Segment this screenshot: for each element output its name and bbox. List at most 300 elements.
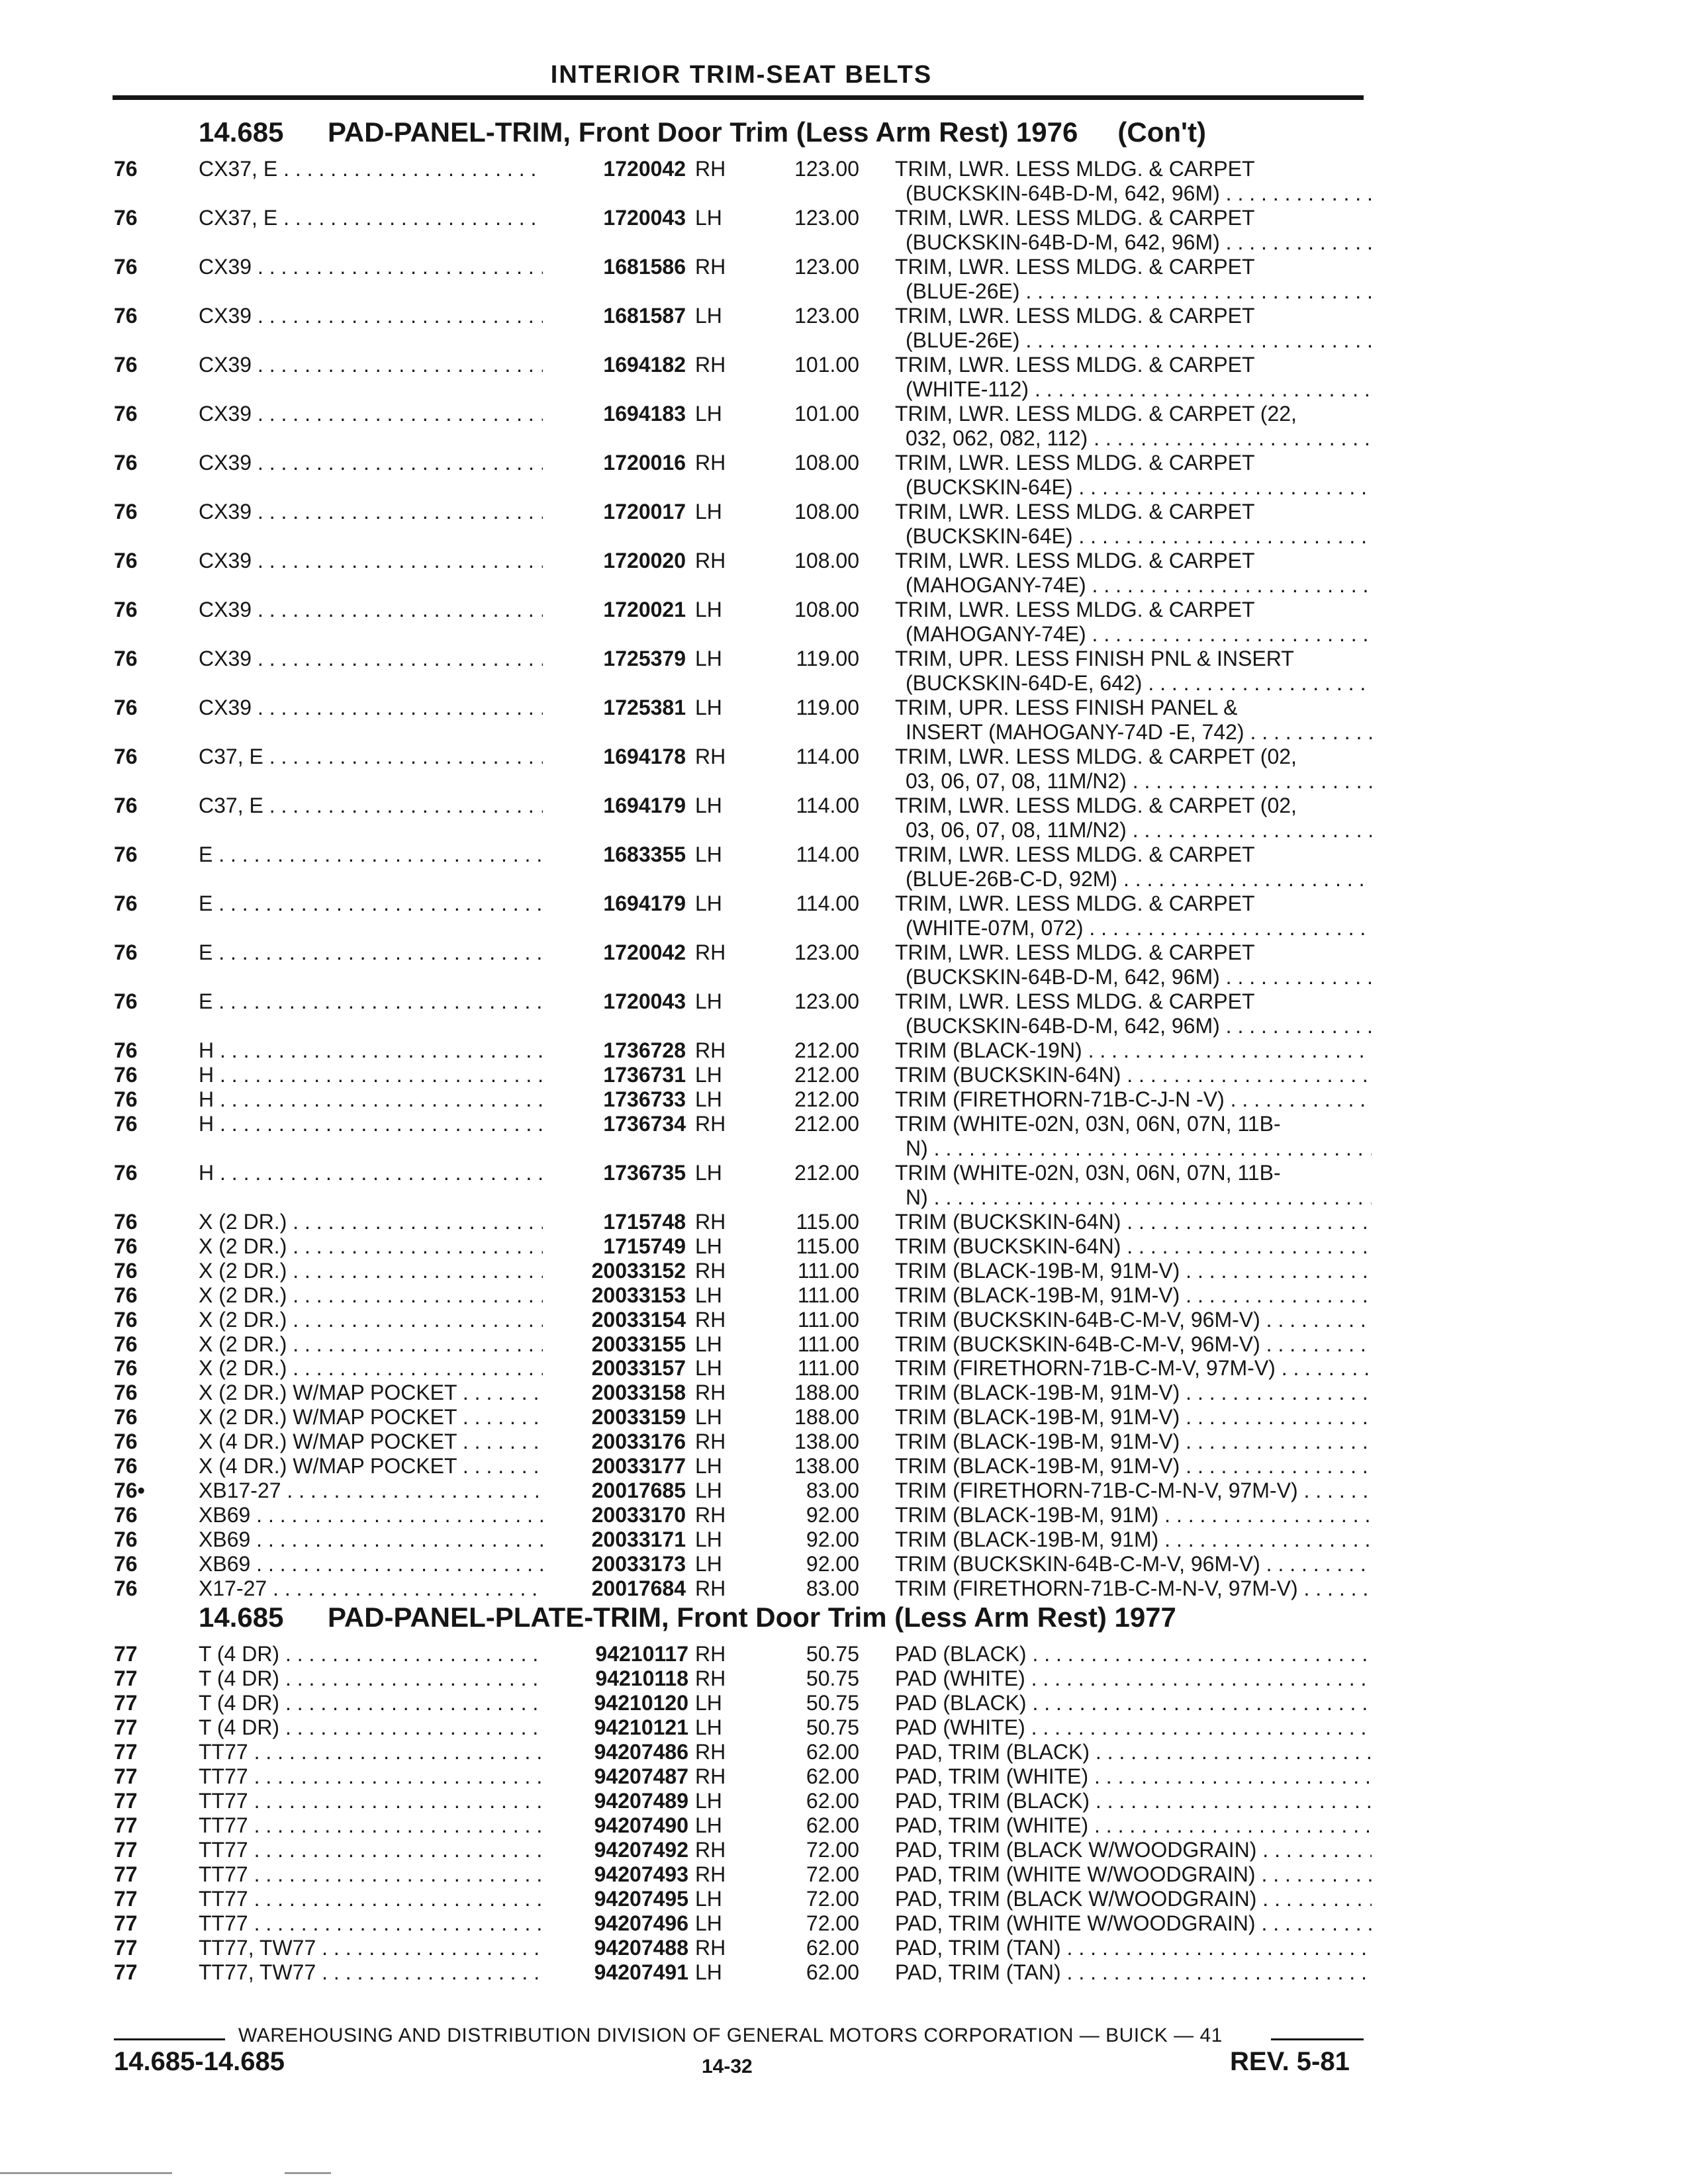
description-line: (BUCKSKIN-64B-D-M, 642, 96M) . . . [895, 965, 1372, 989]
description-line: TRIM (BLACK-19B-M, 91M) . . . [895, 1527, 1372, 1552]
price: 123.00 [794, 206, 859, 230]
part-description [895, 1691, 1372, 1715]
model-year: 76 [114, 206, 138, 230]
section-number: 14.685 [199, 1602, 284, 1633]
model-year: 76 [114, 598, 138, 621]
part-description [895, 745, 1372, 794]
scan-artifact [285, 2172, 331, 2174]
price: 114.00 [796, 842, 859, 866]
model-code: H . . . [199, 1112, 543, 1136]
description-line: TRIM (BLACK-19B-M, 91M-V) . . . [895, 1381, 1372, 1405]
side: RH [695, 1381, 726, 1405]
part-number: 94207493 [594, 1862, 688, 1886]
price: 212.00 [794, 1112, 859, 1136]
description-line: PAD, TRIM (TAN) . . . [895, 1960, 1372, 1985]
part-description [895, 549, 1372, 598]
description-line: TRIM (WHITE-02N, 03N, 06N, 07N, 11B- [895, 1161, 1281, 1185]
price: 62.00 [806, 1764, 859, 1788]
footer-division-text: WAREHOUSING AND DISTRIBUTION DIVISION OF GENERAL MOTORS CORPORATION — BUICK — 41 [238, 2025, 1223, 2046]
model-year: 77 [114, 1887, 138, 1911]
description-line: 03, 06, 07, 08, 11M/N2) . . . [895, 818, 1372, 842]
description-line: TRIM, LWR. LESS MLDG. & CARPET [895, 989, 1255, 1013]
description-line: TRIM (BLACK-19B-M, 91M-V) . . . [895, 1405, 1372, 1430]
description-line: TRIM, UPR. LESS FINISH PANEL & [895, 696, 1238, 719]
side: LH [695, 598, 722, 621]
description-line: TRIM (BLACK-19B-M, 91M-V) . . . [895, 1454, 1372, 1479]
model-code: CX39 . . . [199, 500, 543, 524]
part-description [895, 1283, 1372, 1308]
description-line: PAD (WHITE) . . . [895, 1715, 1372, 1740]
part-number: 1681587 [603, 304, 686, 328]
side: LH [695, 1691, 722, 1715]
side: RH [695, 1307, 726, 1332]
part-number: 1681586 [603, 255, 686, 279]
price: 83.00 [806, 1576, 859, 1600]
model-code: X (2 DR.) . . . [199, 1283, 543, 1308]
part-number: 20033153 [591, 1283, 686, 1307]
model-code: TT77 . . . [199, 1813, 543, 1838]
model-year: 77 [114, 1838, 138, 1862]
price: 212.00 [794, 1063, 859, 1087]
part-description [895, 1381, 1372, 1405]
price: 92.00 [806, 1551, 859, 1576]
price: 114.00 [796, 794, 859, 817]
price: 111.00 [797, 1332, 859, 1356]
side: LH [695, 891, 722, 915]
part-description [895, 353, 1372, 402]
part-number: 1725379 [603, 647, 686, 670]
model-year: 76 [114, 1258, 138, 1283]
model-code: X (2 DR.) W/MAP POCKET . . . [199, 1381, 543, 1405]
part-number: 20033170 [591, 1502, 686, 1527]
side: RH [695, 1576, 726, 1600]
model-code: C37, E . . . [199, 794, 543, 818]
part-description [895, 794, 1372, 842]
model-code: X (4 DR.) W/MAP POCKET . . . [199, 1430, 543, 1454]
model-year: 76 [114, 1502, 138, 1527]
description-line: 032, 062, 082, 112) . . . [895, 426, 1372, 451]
description-line: (MAHOGANY-74E) . . . [895, 573, 1372, 598]
price: 114.00 [796, 745, 859, 768]
part-description [895, 1210, 1372, 1234]
price: 115.00 [796, 1210, 859, 1234]
description-line: PAD (WHITE) . . . [895, 1666, 1372, 1691]
price: 62.00 [806, 1813, 859, 1837]
part-number: 1720017 [603, 500, 686, 523]
description-line: TRIM, LWR. LESS MLDG. & CARPET [895, 891, 1255, 915]
side: RH [695, 1038, 726, 1062]
description-line: PAD, TRIM (WHITE W/WOODGRAIN) . . . [895, 1911, 1372, 1936]
model-code: H . . . [199, 1038, 543, 1063]
description-line: (BLUE-26E) . . . [895, 328, 1372, 353]
side: LH [695, 304, 722, 328]
part-number: 20033157 [591, 1356, 686, 1381]
model-code: H . . . [199, 1063, 543, 1087]
model-code: CX39 . . . [199, 696, 543, 720]
model-year: 77 [114, 1936, 138, 1960]
part-description [895, 206, 1372, 255]
price: 108.00 [794, 451, 859, 475]
side: LH [695, 1161, 722, 1185]
model-year: 76 [114, 1283, 138, 1307]
model-code: TT77 . . . [199, 1862, 543, 1887]
price: 111.00 [797, 1283, 859, 1307]
part-description [895, 1308, 1372, 1332]
model-code: TT77 . . . [199, 1764, 543, 1789]
side: LH [695, 1911, 722, 1935]
footer-rule-left [114, 2038, 225, 2040]
part-number: 20033177 [591, 1454, 686, 1478]
side: RH [695, 940, 726, 964]
model-code: XB17-27 . . . [199, 1479, 543, 1503]
part-description [895, 1838, 1372, 1862]
price: 119.00 [796, 647, 859, 670]
part-number: 94207488 [594, 1936, 688, 1960]
description-line: TRIM, LWR. LESS MLDG. & CARPET [895, 304, 1255, 328]
price: 72.00 [806, 1838, 859, 1862]
price: 123.00 [794, 989, 859, 1013]
model-year: 76 [114, 940, 138, 964]
part-number: 1720042 [603, 940, 686, 964]
part-description [895, 1503, 1372, 1527]
description-line: PAD, TRIM (WHITE W/WOODGRAIN) . . . [895, 1862, 1372, 1887]
description-line: 03, 06, 07, 08, 11M/N2) . . . [895, 769, 1372, 794]
part-description [895, 940, 1372, 989]
side: LH [695, 1813, 722, 1837]
price: 212.00 [794, 1038, 859, 1062]
description-line: TRIM (BUCKSKIN-64B-C-M-V, 96M-V) . . . [895, 1332, 1372, 1357]
side: RH [695, 1666, 726, 1690]
section-number: 14.685 [199, 116, 284, 148]
part-description [895, 598, 1372, 647]
price: 72.00 [806, 1887, 859, 1911]
description-line: TRIM (BLACK-19B-M, 91M-V) . . . [895, 1259, 1372, 1283]
part-description [895, 1740, 1372, 1764]
description-line: (BLUE-26E) . . . [895, 279, 1372, 304]
description-line: TRIM, LWR. LESS MLDG. & CARPET [895, 353, 1255, 377]
part-number: 94210117 [595, 1642, 688, 1666]
part-number: 20033173 [591, 1551, 686, 1576]
description-line: TRIM (FIRETHORN-71B-C-M-N-V, 97M-V) . . . [895, 1479, 1372, 1503]
model-year: 76 [114, 1161, 138, 1185]
model-code: TT77, TW77 . . . [199, 1960, 543, 1985]
model-year: 76 [114, 1454, 138, 1478]
footer-rule-right [1271, 2038, 1364, 2040]
model-year: 76 [114, 842, 138, 866]
model-code: CX37, E . . . [199, 157, 543, 181]
model-year: 77 [114, 1789, 138, 1813]
model-year: 76 [114, 255, 138, 279]
description-line: (MAHOGANY-74E) . . . [895, 622, 1372, 647]
part-description [895, 1813, 1372, 1838]
model-code: TT77 . . . [199, 1789, 543, 1813]
part-number: 1720042 [603, 157, 686, 181]
part-number: 1725381 [603, 696, 686, 719]
model-code: CX39 . . . [199, 353, 543, 377]
part-description [895, 255, 1372, 304]
part-description [895, 1552, 1372, 1576]
part-number: 1736735 [603, 1161, 686, 1185]
description-line: TRIM (FIRETHORN-71B-C-J-N -V) . . . [895, 1087, 1372, 1112]
side: LH [695, 1551, 722, 1576]
part-number: 20033155 [591, 1332, 686, 1356]
description-line: TRIM, LWR. LESS MLDG. & CARPET [895, 500, 1255, 523]
price: 62.00 [806, 1936, 859, 1960]
part-number: 94207492 [594, 1838, 688, 1862]
part-description [895, 1666, 1372, 1691]
section-title [328, 116, 1206, 148]
model-year: 76 [114, 1234, 138, 1258]
price: 50.75 [806, 1666, 859, 1690]
model-year: 76 [114, 647, 138, 670]
footer-revision: REV. 5-81 [1230, 2047, 1350, 2076]
part-number: 1720020 [603, 549, 686, 572]
side: LH [695, 1789, 722, 1813]
scan-artifact [0, 2172, 172, 2174]
side: RH [695, 1764, 726, 1788]
side: LH [695, 402, 722, 426]
side: LH [695, 1527, 722, 1551]
description-line: PAD (BLACK) . . . [895, 1642, 1372, 1666]
side: LH [695, 1478, 722, 1502]
model-code: H . . . [199, 1087, 543, 1112]
footer-section-range: 14.685-14.685 [114, 2047, 285, 2076]
part-number: 1715749 [603, 1234, 686, 1258]
side: LH [695, 1356, 722, 1381]
part-description [895, 1332, 1372, 1357]
model-year: 76 [114, 402, 138, 426]
part-number: 94210121 [594, 1715, 688, 1739]
model-code: XB69 . . . [199, 1503, 543, 1527]
model-code: XB69 . . . [199, 1527, 543, 1552]
model-code: CX39 . . . [199, 647, 543, 671]
price: 212.00 [794, 1161, 859, 1185]
model-code: T (4 DR) . . . [199, 1715, 543, 1740]
description-line: TRIM (BUCKSKIN-64B-C-M-V, 96M-V) . . . [895, 1308, 1372, 1332]
model-year: 76• [114, 1478, 145, 1502]
price: 123.00 [794, 940, 859, 964]
footer-page-number: 14-32 [702, 2056, 753, 2077]
description-line: (WHITE-112) . . . [895, 377, 1372, 402]
description-line: TRIM (BUCKSKIN-64N) . . . [895, 1210, 1372, 1234]
model-year: 76 [114, 1405, 138, 1430]
price: 138.00 [794, 1454, 859, 1478]
part-description [895, 1405, 1372, 1430]
description-line: (BUCKSKIN-64B-D-M, 642, 96M) . . . [895, 230, 1372, 255]
model-code: T (4 DR) . . . [199, 1691, 543, 1715]
description-line: TRIM (BUCKSKIN-64B-C-M-V, 96M-V) . . . [895, 1552, 1372, 1576]
side: LH [695, 1283, 722, 1307]
model-year: 76 [114, 304, 138, 328]
side: LH [695, 1887, 722, 1911]
price: 72.00 [806, 1862, 859, 1886]
price: 50.75 [806, 1642, 859, 1666]
model-code: CX37, E . . . [199, 206, 543, 230]
price: 108.00 [794, 598, 859, 621]
price: 92.00 [806, 1502, 859, 1527]
model-year: 76 [114, 549, 138, 572]
description-line: (WHITE-07M, 072) . . . [895, 916, 1372, 940]
side: RH [695, 1258, 726, 1283]
description-line: TRIM (BLACK-19B-M, 91M-V) . . . [895, 1283, 1372, 1308]
price: 101.00 [794, 402, 859, 426]
model-year: 76 [114, 1307, 138, 1332]
part-number: 94207490 [594, 1813, 688, 1837]
part-description [895, 1087, 1372, 1112]
model-year: 77 [114, 1691, 138, 1715]
model-code: TT77 . . . [199, 1838, 543, 1862]
part-number: 94207496 [594, 1911, 688, 1935]
part-description [895, 1960, 1372, 1985]
price: 83.00 [806, 1478, 859, 1502]
model-year: 76 [114, 891, 138, 915]
model-code: TT77 . . . [199, 1911, 543, 1936]
model-year: 76 [114, 1576, 138, 1600]
side: LH [695, 696, 722, 719]
description-line: PAD, TRIM (TAN) . . . [895, 1936, 1372, 1960]
side: RH [695, 1838, 726, 1862]
part-description [895, 1063, 1372, 1087]
model-year: 76 [114, 1087, 138, 1111]
price: 108.00 [794, 549, 859, 572]
model-code: CX39 . . . [199, 255, 543, 279]
model-year: 76 [114, 745, 138, 768]
part-number: 20017684 [591, 1576, 686, 1600]
model-year: 76 [114, 794, 138, 817]
side: RH [695, 745, 726, 768]
part-description [895, 1038, 1372, 1063]
description-line: TRIM (BLACK-19N) . . . [895, 1038, 1372, 1063]
description-line: TRIM (BLACK-19B-M, 91M) . . . [895, 1503, 1372, 1527]
price: 92.00 [806, 1527, 859, 1551]
price: 188.00 [794, 1405, 859, 1430]
part-description [895, 1259, 1372, 1283]
part-number: 1736731 [603, 1063, 686, 1087]
part-description [895, 1911, 1372, 1936]
price: 115.00 [796, 1234, 859, 1258]
model-code: CX39 . . . [199, 402, 543, 426]
side: RH [695, 1862, 726, 1886]
model-code: T (4 DR) . . . [199, 1642, 543, 1666]
model-year: 76 [114, 1430, 138, 1454]
model-code: X (2 DR.) . . . [199, 1210, 543, 1234]
model-year: 76 [114, 696, 138, 719]
part-description [895, 500, 1372, 549]
side: RH [695, 1430, 726, 1454]
price: 111.00 [797, 1307, 859, 1332]
description-line: (BUCKSKIN-64B-D-M, 642, 96M) . . . [895, 1014, 1372, 1038]
description-line: PAD, TRIM (BLACK W/WOODGRAIN) . . . [895, 1887, 1372, 1911]
description-line: TRIM, LWR. LESS MLDG. & CARPET [895, 157, 1255, 181]
side: LH [695, 500, 722, 523]
part-number: 1694179 [603, 891, 686, 915]
part-number: 94207489 [594, 1789, 688, 1813]
description-line: TRIM, LWR. LESS MLDG. & CARPET (02, [895, 745, 1297, 768]
part-number: 94210120 [594, 1691, 688, 1715]
part-number: 20017685 [591, 1478, 686, 1502]
price: 114.00 [796, 891, 859, 915]
section-title-text: PAD-PANEL-TRIM, Front Door Trim (Less Arm Rest) 1976 [328, 116, 1078, 148]
side: LH [695, 842, 722, 866]
description-line: TRIM, LWR. LESS MLDG. & CARPET [895, 598, 1255, 621]
model-year: 76 [114, 451, 138, 475]
part-description [895, 1936, 1372, 1960]
description-line: PAD (BLACK) . . . [895, 1691, 1372, 1715]
price: 72.00 [806, 1911, 859, 1935]
part-number: 1736733 [603, 1087, 686, 1111]
model-year: 77 [114, 1764, 138, 1788]
price: 50.75 [806, 1691, 859, 1715]
part-description [895, 1576, 1372, 1601]
model-code: E . . . [199, 940, 543, 965]
side: LH [695, 206, 722, 230]
model-code: X (2 DR.) . . . [199, 1308, 543, 1332]
side: RH [695, 1210, 726, 1234]
part-description [895, 1527, 1372, 1552]
model-code: CX39 . . . [199, 549, 543, 573]
model-year: 76 [114, 157, 138, 181]
model-code: CX39 . . . [199, 598, 543, 622]
model-code: X (2 DR.) W/MAP POCKET . . . [199, 1405, 543, 1430]
description-line: TRIM, LWR. LESS MLDG. & CARPET [895, 451, 1255, 475]
model-code: TT77, TW77 . . . [199, 1936, 543, 1960]
description-line: (BUCKSKIN-64E) . . . [895, 475, 1372, 500]
part-number: 20033158 [591, 1381, 686, 1405]
model-year: 76 [114, 1332, 138, 1356]
part-description [895, 157, 1372, 206]
side: RH [695, 157, 726, 181]
part-description [895, 1356, 1372, 1381]
part-number: 20033154 [591, 1307, 686, 1332]
model-code: T (4 DR) . . . [199, 1666, 543, 1691]
part-description [895, 1430, 1372, 1454]
part-description [895, 1887, 1372, 1911]
model-code: CX39 . . . [199, 451, 543, 475]
model-code: XB69 . . . [199, 1552, 543, 1576]
model-year: 76 [114, 1112, 138, 1136]
price: 111.00 [797, 1356, 859, 1381]
description-line: (BLUE-26B-C-D, 92M) . . . [895, 867, 1372, 891]
side: RH [695, 1936, 726, 1960]
model-year: 76 [114, 1063, 138, 1087]
model-year: 77 [114, 1813, 138, 1837]
description-line: TRIM (BLACK-19B-M, 91M-V) . . . [895, 1430, 1372, 1454]
model-year: 76 [114, 1551, 138, 1576]
description-line: TRIM, UPR. LESS FINISH PNL & INSERT [895, 647, 1294, 670]
side: RH [695, 451, 726, 475]
part-description [895, 1715, 1372, 1740]
price: 123.00 [794, 157, 859, 181]
model-year: 77 [114, 1911, 138, 1935]
description-line: TRIM, LWR. LESS MLDG. & CARPET [895, 206, 1255, 230]
part-number: 1736734 [603, 1112, 686, 1136]
part-description [895, 1642, 1372, 1666]
side: LH [695, 1454, 722, 1478]
side: LH [695, 1405, 722, 1430]
model-code: TT77 . . . [199, 1740, 543, 1764]
part-number: 20033171 [591, 1527, 686, 1551]
side: LH [695, 1234, 722, 1258]
description-line: TRIM (FIRETHORN-71B-C-M-N-V, 97M-V) . . . [895, 1576, 1372, 1601]
description-line: TRIM (BUCKSKIN-64N) . . . [895, 1063, 1372, 1087]
model-year: 76 [114, 1038, 138, 1062]
description-line: TRIM (BUCKSKIN-64N) . . . [895, 1234, 1372, 1259]
side: RH [695, 549, 726, 572]
side: LH [695, 1087, 722, 1111]
side: RH [695, 255, 726, 279]
price: 111.00 [797, 1258, 859, 1283]
part-number: 1720021 [603, 598, 686, 621]
